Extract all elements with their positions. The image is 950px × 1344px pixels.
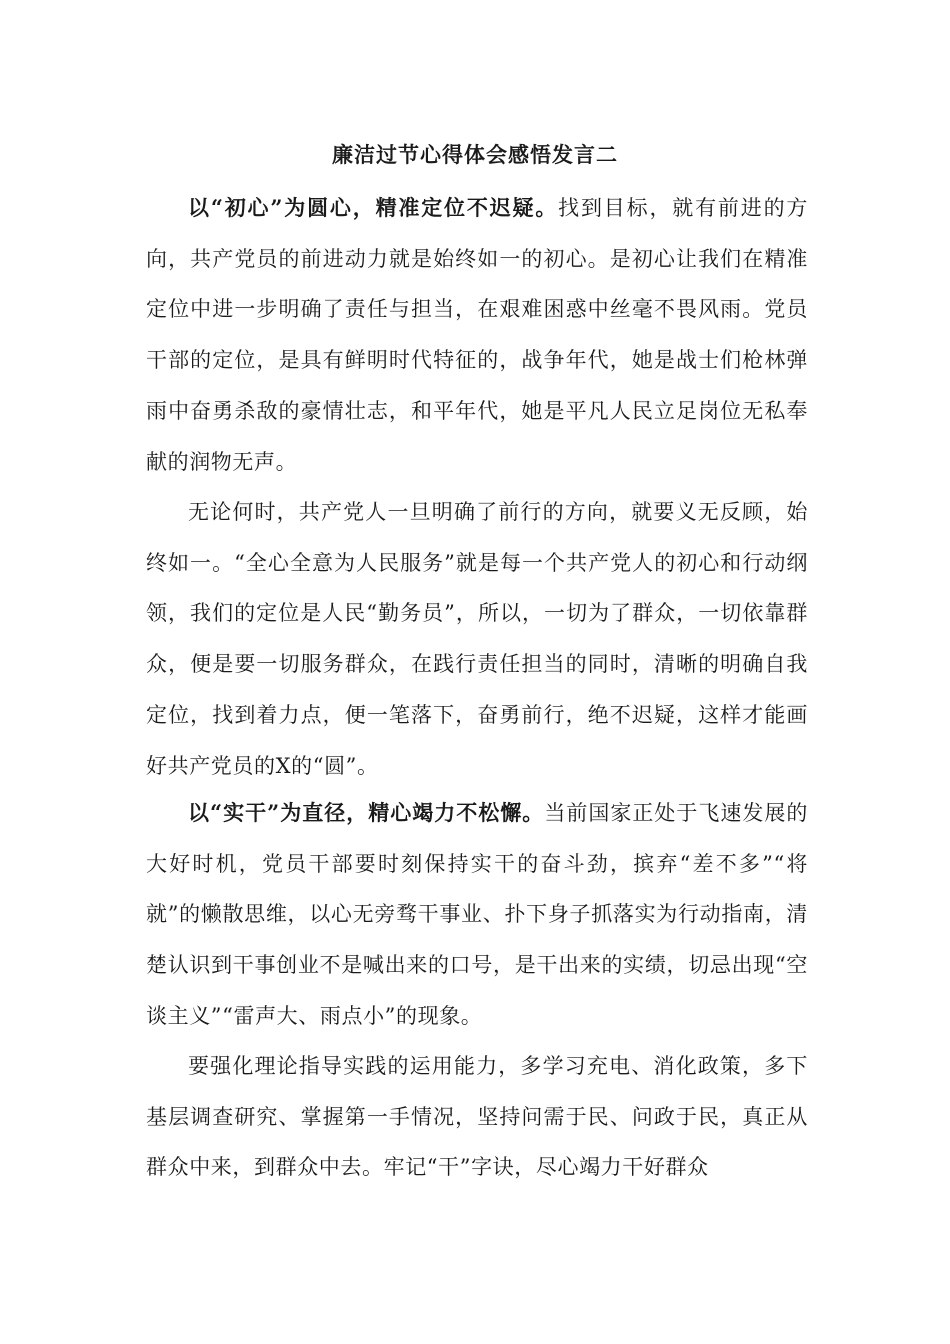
paragraph-2 <box>146 487 808 791</box>
paragraph-3 <box>146 788 808 1042</box>
paragraph-4-text: 要强化理论指导实践的运用能力，多学习充电、消化政策，多下基层调查研究、掌握第一手情况，坚持问需于民、问政于民，真正从群众中来，到群众中去。牢记“干”字诀，尽心竭力干好群众 <box>146 1054 808 1180</box>
paragraph-3-lead: 以“实干”为直径，精心竭力不松懈。 <box>188 800 545 825</box>
paragraph-2-text: 无论何时，共产党人一旦明确了前行的方向，就要义无反顾，始终如一。“全心全意为人民服务”就是每一个共产党人的初心和行动纲领，我们的定位是人民“勤务员”，所以，一切为了群众，一切依靠群众，便是要一切服务群众，在践行责任担当的同时，清晰的明确自我定位，找到着力点，便一笔落下，奋勇前行，绝不迟疑，这样才能画好共产党员的X的“圆”。 <box>146 500 808 778</box>
paragraph-4 <box>146 1041 808 1193</box>
paragraph-1-lead: 以“初心”为圆心，精准定位不迟疑。 <box>188 195 559 220</box>
paragraph-1 <box>146 183 808 487</box>
paragraph-3-text: 当前国家正处于飞速发展的大好时机，党员干部要时刻保持实干的奋斗劲，摈弃“差不多”“将就”的懒散思维，以心无旁骛干事业、扑下身子抓落实为行动指南，清楚认识到干事创业不是喊出来的口号，是干出来的实绩，切忌出现“空谈主义”“雷声大、雨点小”的现象。 <box>146 801 809 1028</box>
document-title: 廉洁过节心得体会感悟发言二 <box>332 142 618 167</box>
paragraph-1-text: 找到目标，就有前进的方向，共产党员的前进动力就是始终如一的初心。是初心让我们在精准定位中进一步明确了责任与担当，在艰难困惑中丝毫不畏风雨。党员干部的定位，是具有鲜明时代特征的，战争年代，她是战士们枪林弹雨中奋勇杀敌的豪情壮志，和平年代，她是平凡人民立足岗位无私奉献的润物无声。 <box>146 196 808 474</box>
